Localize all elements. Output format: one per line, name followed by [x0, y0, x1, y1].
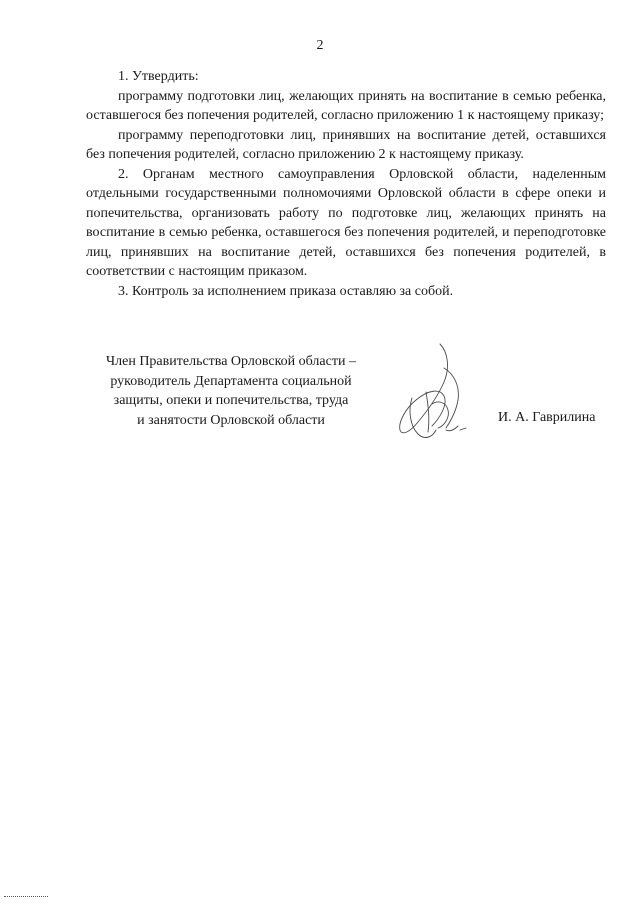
- footer-dotted-line: [4, 896, 48, 900]
- page-number: 2: [316, 38, 324, 53]
- signer-position-line: Член Правительства Орловской области –: [106, 354, 356, 369]
- document-body: [86, 67, 606, 301]
- signer-position: [86, 352, 376, 430]
- signer-position-line: и занятости Орловской области: [137, 412, 325, 428]
- paragraph-program-preparation: программу подготовки лиц, желающих принять на воспитание в семью ребенка, оставшегося без попечения родителей, согласно приложению 1 к настоящему приказу;: [86, 88, 606, 123]
- paragraph-local-authorities: 2. Органам местного самоуправления Орловской области, наделенным отдельными государственными полномочиями Орловской области в сфере опеки и попечительства, организовать работу по подготовке лиц, желающих принять на воспитание в семью ребенка, оставшегося без попечения родителей, и переподготовке лиц, принявших на воспитание детей, оставшихся без попечения родителей, в соответствии с настоящим приказом.: [86, 166, 606, 279]
- paragraph-program-retraining: программу переподготовки лиц, принявших на воспитание детей, оставшихся без попечения родителей, согласно приложению 2 к настоящему приказу.: [86, 127, 606, 162]
- signer-name: И. А. Гаврилина: [498, 410, 596, 425]
- handwritten-signature: [388, 338, 478, 446]
- paragraph-approve: 1. Утвердить:: [118, 69, 199, 84]
- signer-position-line: защиты, опеки и попечительства, труда: [113, 393, 349, 408]
- signer-position-line: руководитель Департамента социальной: [110, 373, 352, 389]
- paragraph-control: 3. Контроль за исполнением приказа оставляю за собой.: [118, 283, 454, 299]
